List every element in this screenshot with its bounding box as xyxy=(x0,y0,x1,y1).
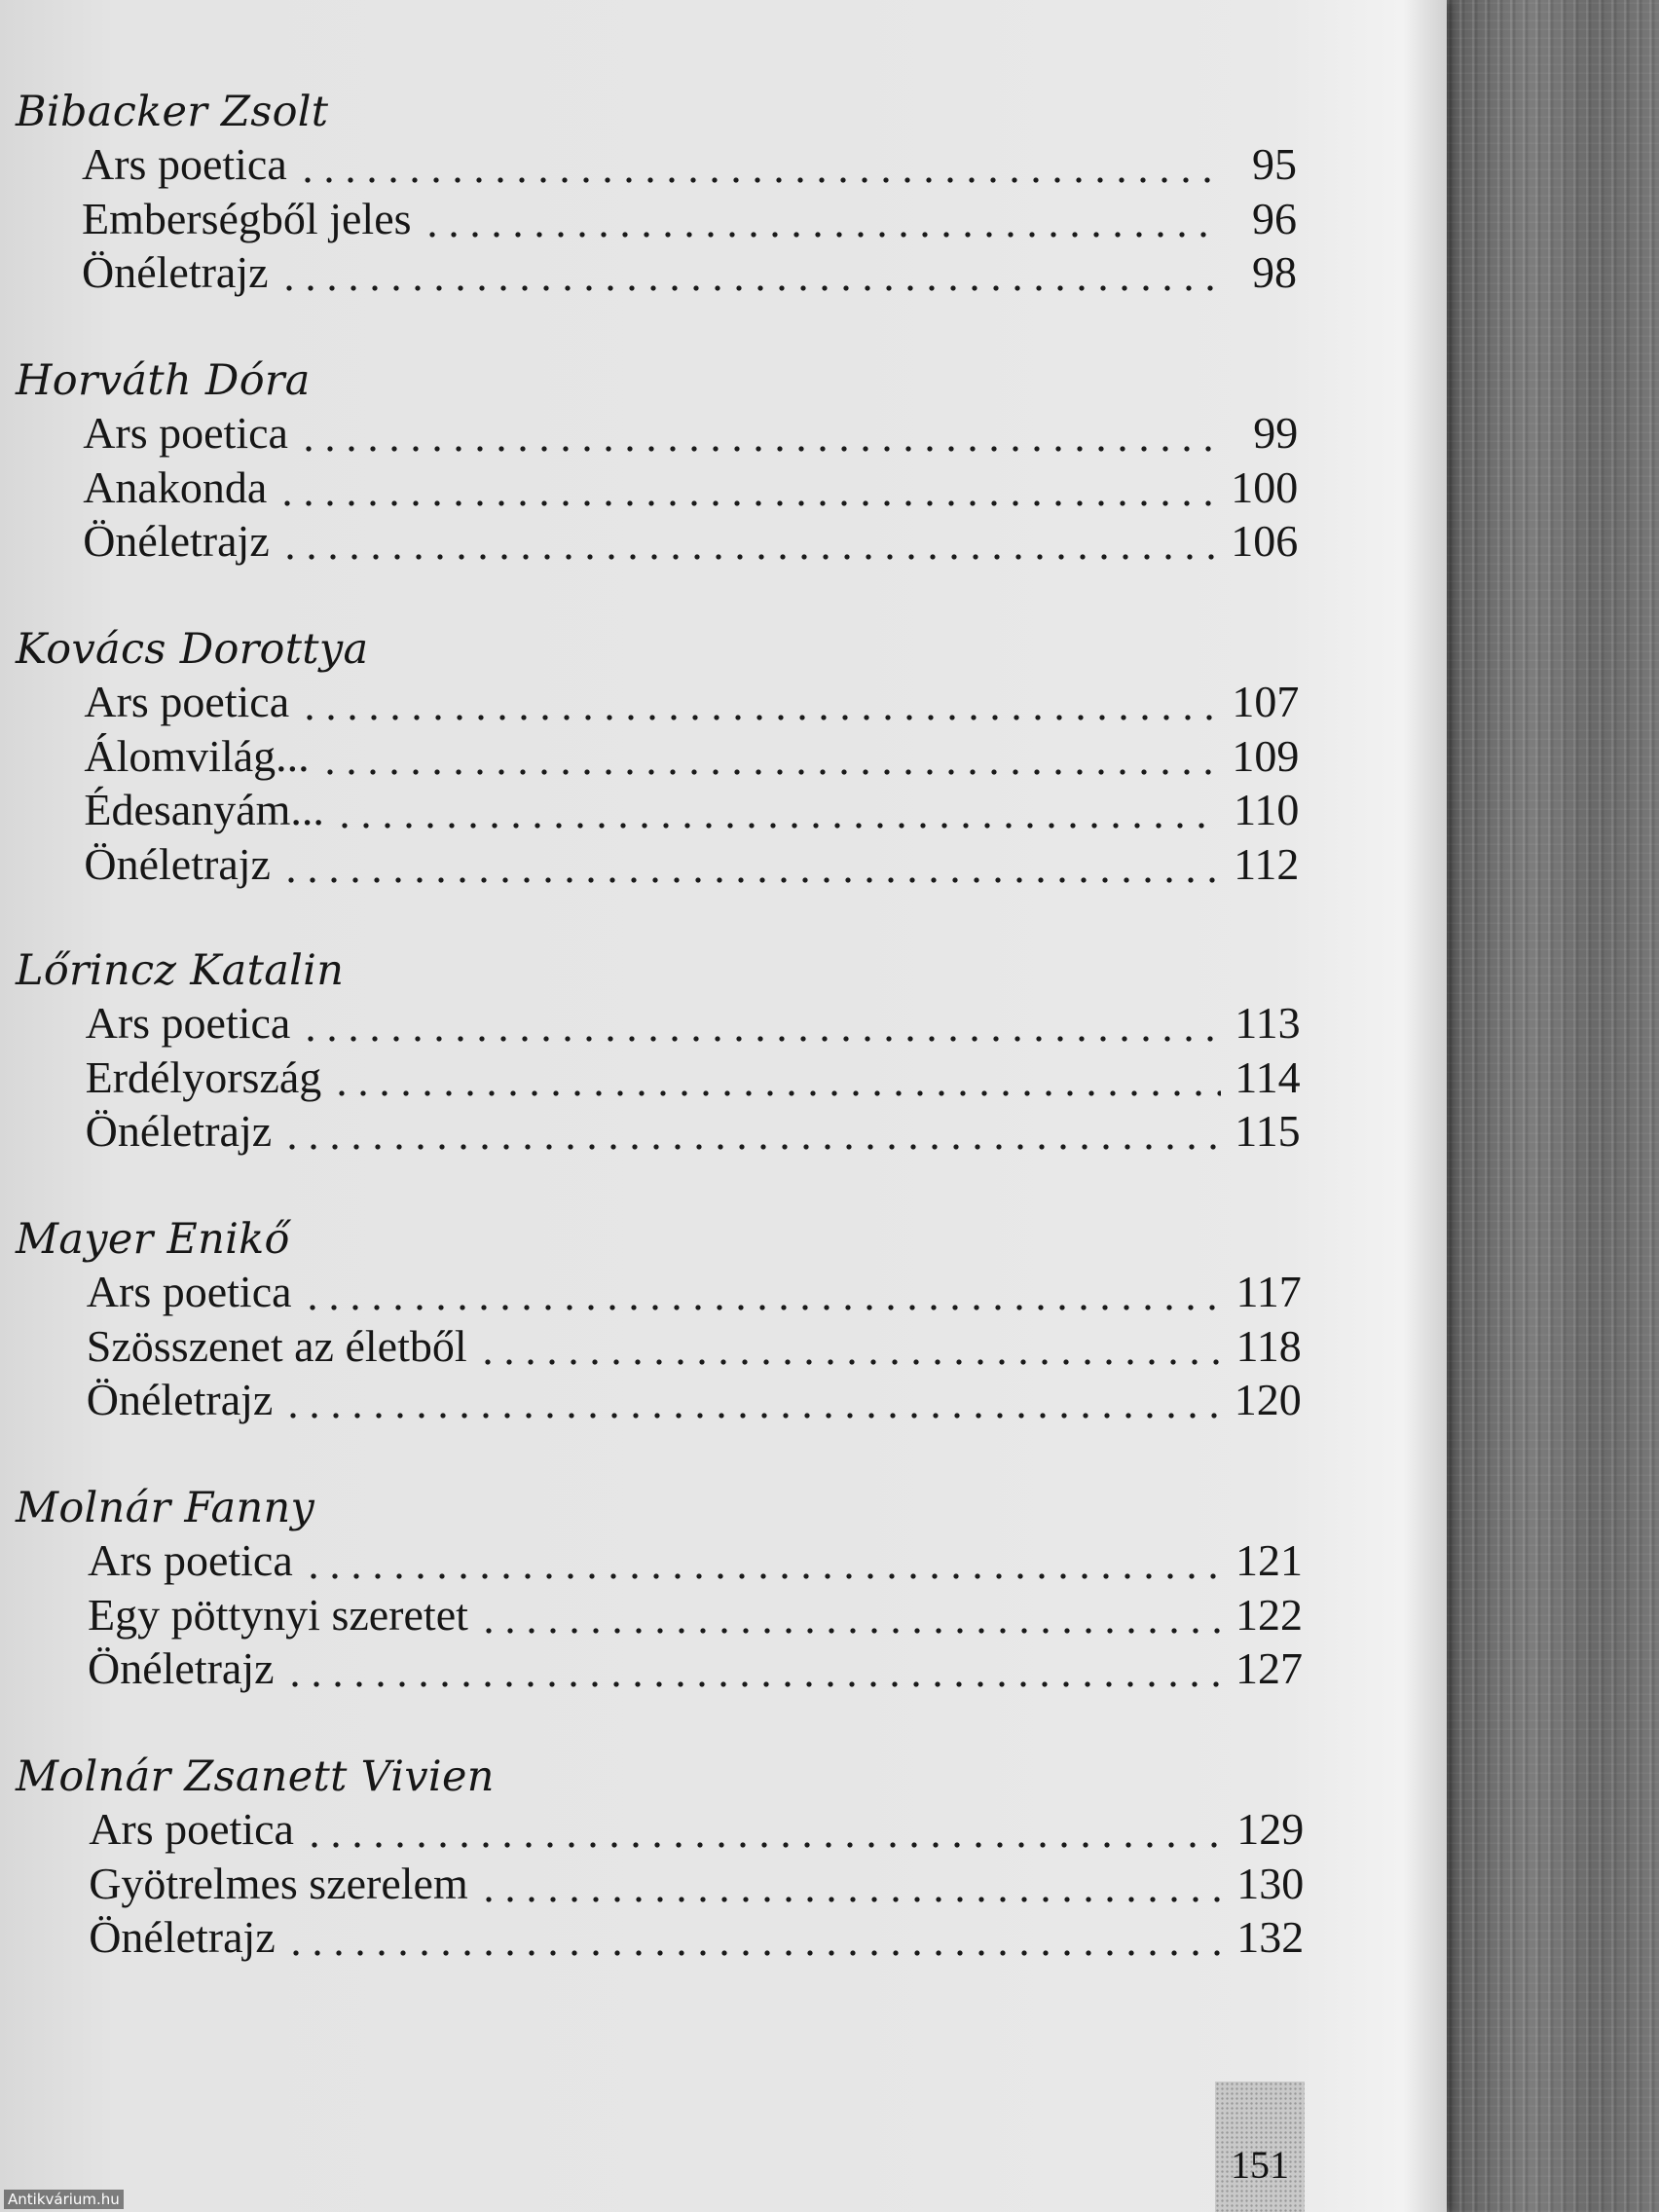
author-name: Mayer Enikő xyxy=(16,1215,290,1264)
toc-entry xyxy=(83,407,1298,461)
toc-entry xyxy=(82,246,1297,301)
toc-entry xyxy=(86,997,1301,1051)
entry-page-number: 96 xyxy=(1252,193,1297,243)
entry-title: Önéletrajz xyxy=(85,1106,273,1156)
entry-title: Önéletrajz xyxy=(86,1375,274,1424)
toc-entry xyxy=(88,1534,1303,1589)
entry-page-number: 130 xyxy=(1236,1858,1305,1908)
wood-background xyxy=(1447,0,1659,2212)
toc-entry xyxy=(89,1858,1304,1912)
entry-page-number: 114 xyxy=(1235,1051,1301,1102)
toc-entry xyxy=(89,1803,1304,1858)
entry-page-number: 110 xyxy=(1234,785,1300,834)
entry-title: Édesanyám... xyxy=(84,785,324,834)
dot-leader xyxy=(298,407,1218,452)
author-name: Molnár Fanny xyxy=(16,1484,315,1532)
toc-entry xyxy=(84,676,1299,730)
dot-leader xyxy=(303,1534,1223,1579)
entry-title: Ars poetica xyxy=(89,1804,294,1854)
author-name: Horváth Dóra xyxy=(16,356,311,405)
entry-title: Önéletrajz xyxy=(88,1643,275,1693)
toc-entry xyxy=(88,1642,1303,1697)
entry-title: Egy pöttynyi szeretet xyxy=(88,1589,468,1640)
entry-title: Erdélyország xyxy=(85,1051,322,1102)
toc-entry xyxy=(84,730,1299,785)
dot-leader xyxy=(297,138,1217,183)
entry-title: Emberségből jeles xyxy=(82,193,412,243)
entry-title: Ars poetica xyxy=(84,677,290,726)
dot-leader xyxy=(278,246,1217,291)
dot-leader xyxy=(300,997,1220,1042)
entry-page-number: 113 xyxy=(1235,998,1301,1048)
dot-leader xyxy=(276,461,1218,506)
dot-leader xyxy=(422,193,1217,238)
dot-leader xyxy=(284,1642,1223,1687)
dot-leader xyxy=(478,1589,1223,1634)
entry-page-number: 100 xyxy=(1231,461,1299,512)
entry-title: Önéletrajz xyxy=(83,516,270,566)
page-number-box xyxy=(1215,2082,1305,2212)
entry-title: Álomvilág... xyxy=(84,730,310,781)
entry-page-number: 117 xyxy=(1235,1267,1302,1316)
entry-page-number: 106 xyxy=(1231,516,1299,566)
toc-entry xyxy=(86,1105,1301,1160)
toc-entry xyxy=(88,1589,1303,1643)
entry-page-number: 129 xyxy=(1236,1804,1305,1854)
toc-entry xyxy=(87,1266,1302,1320)
toc-entry xyxy=(86,1051,1301,1106)
toc-entry xyxy=(84,784,1299,838)
entry-title: Ars poetica xyxy=(82,139,287,189)
dot-leader xyxy=(334,784,1219,829)
entry-title: Önéletrajz xyxy=(89,1912,276,1962)
toc-entry xyxy=(89,1911,1304,1966)
page-number: 151 xyxy=(1231,2143,1289,2187)
toc-entry xyxy=(82,193,1297,247)
entry-page-number: 112 xyxy=(1234,838,1300,889)
toc-entry xyxy=(87,1374,1302,1428)
entry-title: Önéletrajz xyxy=(82,247,269,297)
dot-leader xyxy=(279,515,1218,560)
entry-page-number: 98 xyxy=(1252,247,1297,297)
entry-title: Ars poetica xyxy=(88,1535,293,1585)
entry-page-number: 107 xyxy=(1232,677,1300,726)
entry-title: Ars poetica xyxy=(85,998,291,1048)
toc-entry xyxy=(84,838,1299,893)
dot-leader xyxy=(477,1320,1222,1365)
toc-entry xyxy=(82,138,1297,193)
author-name: Lőrincz Katalin xyxy=(16,946,345,995)
entry-page-number: 115 xyxy=(1235,1106,1301,1156)
dot-leader xyxy=(331,1051,1220,1096)
entry-page-number: 118 xyxy=(1235,1320,1302,1371)
dot-leader xyxy=(282,1374,1221,1419)
toc-entry xyxy=(83,461,1298,516)
author-name: Molnár Zsanett Vivien xyxy=(16,1752,495,1801)
dot-leader xyxy=(304,1803,1224,1848)
dot-leader xyxy=(299,676,1219,720)
entry-title: Önéletrajz xyxy=(84,838,271,889)
entry-page-number: 127 xyxy=(1235,1643,1303,1693)
watermark-text: Antikvárium.hu xyxy=(4,2190,124,2209)
entry-page-number: 132 xyxy=(1236,1912,1305,1962)
author-name: Kovács Dorottya xyxy=(16,625,369,674)
entry-title: Szösszenet az életből xyxy=(86,1320,467,1371)
entry-title: Gyötrelmes szerelem xyxy=(89,1858,468,1908)
entry-title: Ars poetica xyxy=(83,408,288,458)
entry-title: Ars poetica xyxy=(86,1267,292,1316)
entry-page-number: 95 xyxy=(1252,139,1297,189)
entry-title: Anakonda xyxy=(83,461,268,512)
entry-page-number: 122 xyxy=(1235,1589,1303,1640)
dot-leader xyxy=(281,1105,1220,1150)
entry-page-number: 109 xyxy=(1232,730,1300,781)
dot-leader xyxy=(302,1266,1222,1310)
entry-page-number: 120 xyxy=(1234,1375,1302,1424)
author-name: Bibacker Zsolt xyxy=(16,88,329,136)
entry-page-number: 121 xyxy=(1235,1535,1303,1585)
dot-leader xyxy=(319,730,1220,775)
toc-entry xyxy=(87,1320,1302,1375)
dot-leader xyxy=(285,1911,1224,1956)
entry-page-number: 99 xyxy=(1253,408,1299,458)
toc-entry xyxy=(83,515,1298,570)
dot-leader xyxy=(478,1858,1224,1902)
dot-leader xyxy=(280,838,1219,883)
